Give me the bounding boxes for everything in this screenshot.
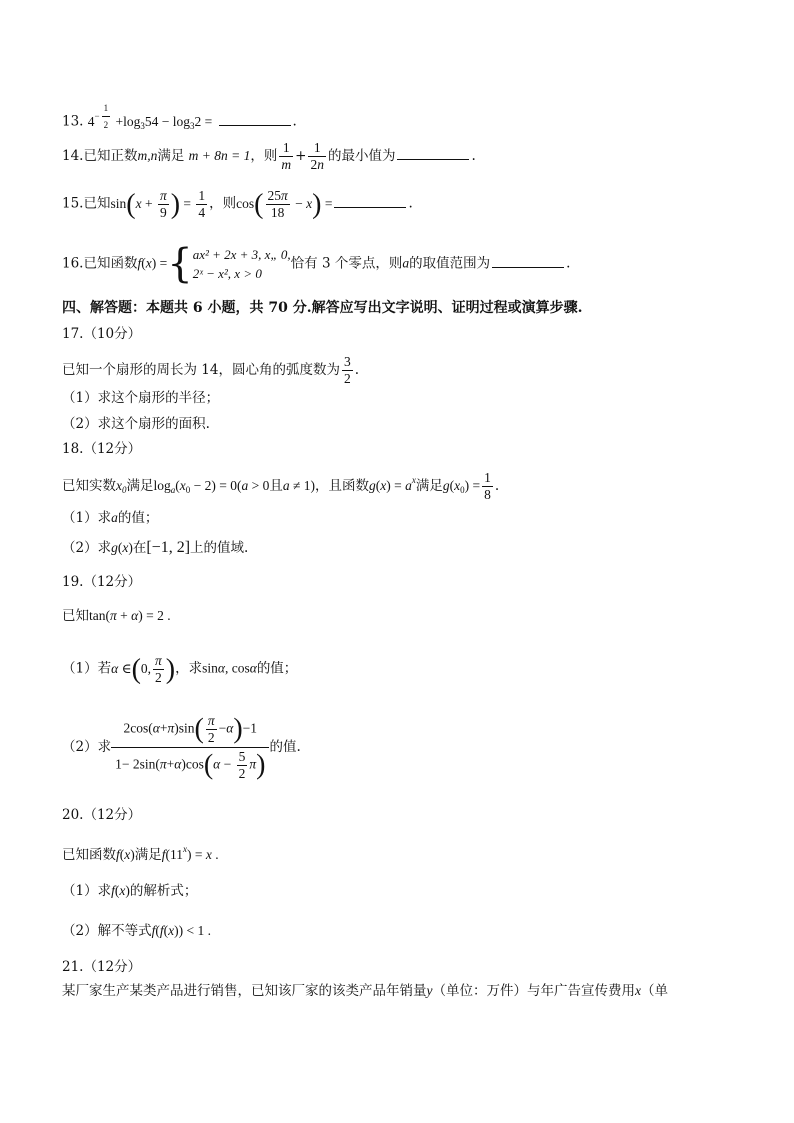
question-text: （2）求	[62, 739, 112, 755]
question-text: 已知	[83, 195, 111, 212]
fraction: 2cos(α+π)sin( $\frac{\pi}{2}$ −α)−1 1− 2sin(π+α)cos(α − $\frac{5}{2}$ π)	[111, 712, 269, 783]
question-text: 已知实数	[62, 478, 116, 494]
piecewise-brace: {	[167, 241, 193, 287]
question-text: 已知正数	[83, 148, 138, 164]
function-name: f	[137, 255, 142, 271]
question-text: 的解析式；	[129, 883, 198, 899]
question-text: 的最小值为	[327, 148, 396, 164]
question-number: 14.	[62, 148, 84, 164]
question-text: 满足	[126, 478, 154, 494]
question-part: （2）求这个扇形的面积.	[62, 416, 210, 432]
section-title: 四、解答题：本题共 6 小题，共 70 分.解答应写出文字说明、证明过程或演算步骤.	[62, 300, 583, 316]
question-text: （1）若	[62, 660, 112, 677]
question-header: 19.（12分）	[62, 574, 142, 590]
question-header: 18.（12分）	[62, 441, 142, 457]
question-text: 已知	[62, 608, 89, 624]
question-text: ，且函数	[315, 478, 370, 494]
question-text: 已知函数	[83, 255, 138, 272]
math-expression: $g(x) = a^x$	[369, 475, 416, 493]
question-text: （1）求	[62, 510, 112, 526]
question-15	[62, 188, 413, 221]
question-part: （2）求g(x)在[−1, 2]上的值域.	[62, 539, 249, 556]
question-text: （2）解不等式	[62, 923, 152, 939]
question-text: 的值.	[269, 739, 301, 755]
question-header: 21.（12分）	[62, 959, 142, 975]
question-text: 满足	[415, 478, 443, 494]
question-14: 14.已知正数m,n满足 m + 8n = 1，则 $\frac{1}{m}$ + $\frac{1}{2n}$ 的最小值为 .	[62, 140, 476, 172]
answer-blank	[397, 147, 469, 160]
fraction: $\frac{1}{2n}$	[310, 140, 324, 172]
question-21-stem: 某厂家生产某类产品进行销售，已知该厂家的该类产品年销量y（单位：万件）与年广告宣传费用x（单	[62, 983, 668, 999]
math-expression: $\log_a(x_0 - 2) = 0(a > 0$	[153, 478, 270, 495]
piecewise-cases: ax² + 2x + 3, x„ 0, 2ˣ − x², x > 0	[192, 247, 291, 281]
question-18-stem: 已知实数$x_0$满足$\log_a(x_0 - 2) = 0(a > 0$且a ≠ 1)，且函数$g(x) = a^x$满足$g(x_0)$ = $\frac{1}{8}$ .	[62, 470, 500, 502]
math-condition: m + 8n = 1	[188, 148, 251, 163]
question-part: （1）求f(x)的解析式；	[62, 883, 198, 899]
math-vars: m,n	[137, 148, 158, 163]
fraction: $\frac{1}{m}$	[281, 140, 292, 172]
question-text: 已知函数	[62, 847, 116, 863]
question-text: 的取值范围为	[409, 255, 491, 272]
question-text: 的值；	[117, 510, 159, 526]
question-text: ，则	[209, 195, 237, 212]
punct: .	[408, 195, 413, 212]
question-text: 满足	[157, 148, 185, 164]
question-text: 上的值域.	[190, 540, 249, 556]
punct: .	[471, 148, 476, 164]
question-part: （1）若α ∈(0, $\frac{\pi}{2}$ )，求sinα, cosα的值；	[62, 653, 298, 685]
question-16: 16.已知函数f(x) ={ ax² + 2x + 3, x„ 0, 2ˣ − x², x > 0 恰有 3 个零点，则a的取值范围为 .	[62, 241, 571, 287]
question-text: ，则	[250, 148, 278, 164]
question-header: 20.（12分）	[62, 807, 142, 823]
question-text: ，求	[175, 660, 203, 677]
answer-blank	[492, 255, 564, 268]
question-text: 在	[132, 540, 147, 556]
question-text: （单位：万件）与年广告宣传费用	[432, 983, 635, 999]
question-17-stem: 已知一个扇形的周长为 14，圆心角的弧度数为 $\frac{3}{2}$ .	[62, 354, 360, 386]
question-part	[62, 712, 301, 783]
question-part: （1）求这个扇形的半径；	[62, 390, 220, 406]
fraction: $\frac{1}{8}$	[484, 470, 491, 502]
question-part: （1）求a的值；	[62, 510, 159, 526]
answer-blank	[219, 113, 291, 126]
question-text: 已知一个扇形的周长为 14，圆心角的弧度数为	[62, 362, 340, 378]
math-expression: cos( $\frac{25\pi}{18}$ − x) =	[236, 188, 333, 220]
question-text: 的值；	[256, 660, 298, 677]
fraction: $\frac{3}{2}$	[343, 354, 351, 386]
math-expression: tan(π + α) = 2 .	[89, 608, 171, 623]
punct: .	[566, 255, 571, 272]
question-text: 某厂家生产某类产品进行销售，已知该厂家的该类产品年销量	[62, 983, 427, 999]
question-number: 16.	[62, 255, 84, 272]
math-expression: α ∈(0, $\frac{\pi}{2}$ )	[111, 653, 176, 685]
question-number: 13.	[62, 113, 84, 130]
question-19-stem	[62, 607, 171, 625]
math-expression: $4^{- \frac{1}{2}}$ $+\log_354 - \log_32$ =	[88, 114, 212, 129]
answer-blank	[334, 195, 406, 208]
question-text: （单	[641, 983, 668, 999]
question-text: （1）求	[62, 883, 112, 899]
question-text: 恰有 3 个零点，则	[290, 255, 403, 272]
question-header: 17.（10分）	[62, 326, 142, 342]
question-20-stem: 已知函数f(x)满足$f(11^x) = x$ .	[62, 844, 219, 863]
question-text: 满足	[134, 847, 162, 863]
question-number: 15.	[62, 195, 84, 212]
math-expression: sin(x + $\frac{\pi}{9}$ ) = $\frac{1}{4}$	[110, 188, 206, 220]
question-13: 13. $4^{- \frac{1}{2}}$ $+\log_354 - \log_32$ = .	[62, 100, 297, 135]
question-text: （2）求	[62, 540, 112, 556]
question-part: （2）解不等式f(f(x)) < 1 .	[62, 923, 211, 939]
